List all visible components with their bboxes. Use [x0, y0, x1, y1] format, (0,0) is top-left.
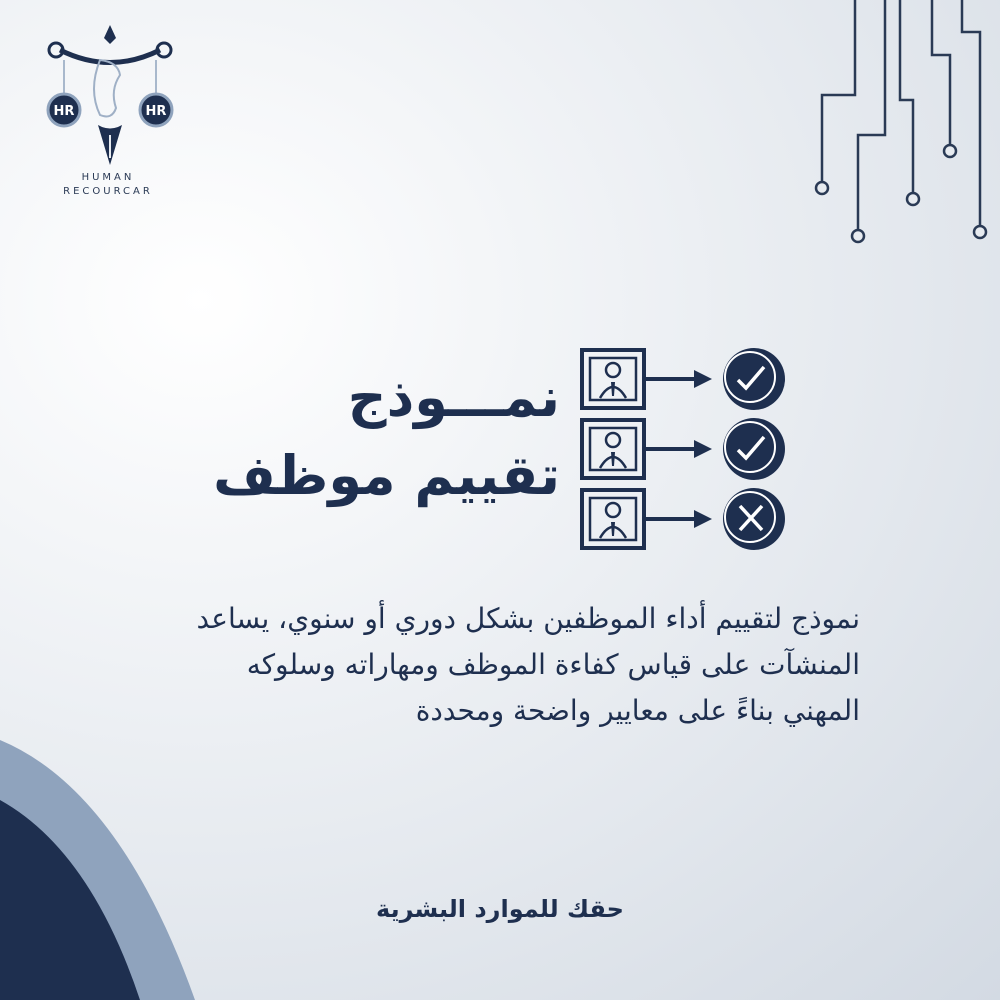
- description-line3: المهني بناءً على معايير واضحة ومحددة: [415, 694, 860, 727]
- circuit-lines: [816, 0, 986, 242]
- badge-left: HR: [53, 104, 75, 119]
- logo-text-line2: RECOURCAR: [63, 186, 153, 197]
- footer-text: حقك للموارد البشرية: [376, 895, 624, 923]
- scales-of-justice-icon: [40, 20, 180, 180]
- description-line2: المنشآت على قياس كفاءة الموظف ومهاراته وسلوكه: [246, 648, 860, 681]
- heading-line2: تقييم موظف: [213, 444, 560, 507]
- logo-text-line1: HUMAN: [81, 172, 135, 183]
- heading-line1: نمـــوذج: [347, 366, 560, 429]
- description-line1: نموذج لتقييم أداء الموظفين بشكل دوري أو سنوي، يساعد: [196, 602, 860, 635]
- description: [120, 596, 860, 734]
- badge-right: HR: [145, 104, 167, 119]
